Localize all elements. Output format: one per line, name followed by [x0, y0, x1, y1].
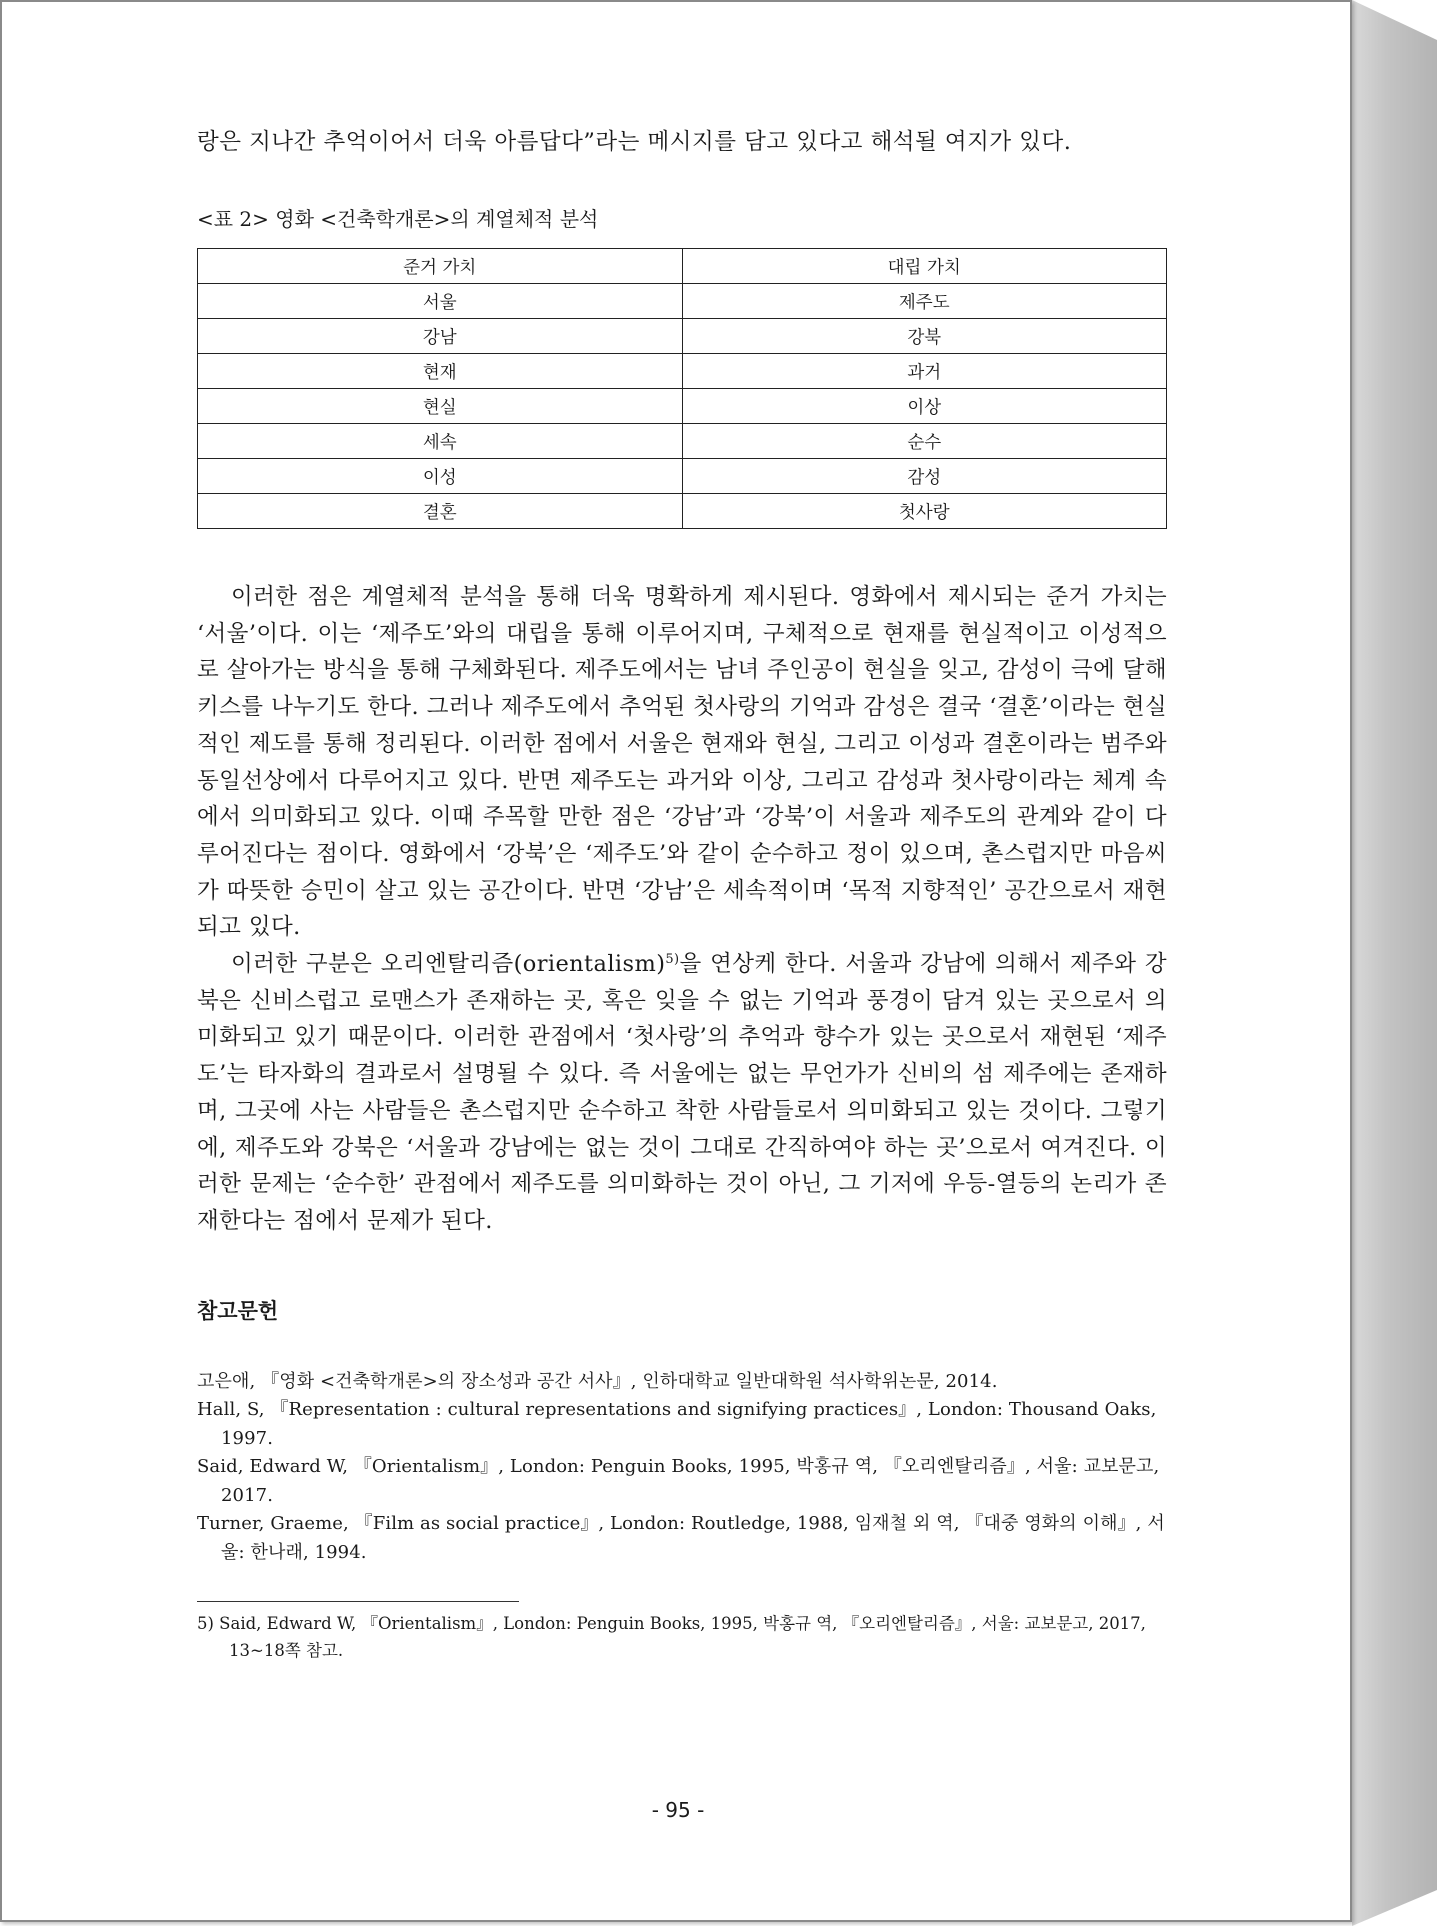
- syntagmatic-analysis-table: [197, 248, 1167, 529]
- table-cell: 과거: [682, 354, 1167, 389]
- table-cell: 이상: [682, 389, 1167, 424]
- table-cell: 강남: [198, 319, 683, 354]
- table-header-row: [198, 249, 1167, 284]
- references-list: [197, 1368, 1167, 1568]
- table-cell: 제주도: [682, 284, 1167, 319]
- page-number: - 95 -: [651, 1798, 705, 1822]
- reference-item: Turner, Graeme, 『Film as social practice』, London: Routledge, 1988, 임재철 외 역, 『대중 영화의 이해』, 서울: 한나래, 1994.: [197, 1513, 1165, 1563]
- header-opposing-value: 대립 가치: [682, 249, 1167, 284]
- page-content: [197, 122, 1167, 1664]
- table-row: [198, 354, 1167, 389]
- table-row: [198, 389, 1167, 424]
- table-cell: 순수: [682, 424, 1167, 459]
- table-cell: 세속: [198, 424, 683, 459]
- footnote-divider: [197, 1601, 519, 1602]
- book-page-edge: [1352, 0, 1437, 1926]
- references-heading: 참고문헌: [197, 1298, 279, 1323]
- footnote-marker[interactable]: 5): [665, 952, 680, 968]
- table-cell: 감성: [682, 459, 1167, 494]
- table-row: [198, 424, 1167, 459]
- header-reference-value: 준거 가치: [198, 249, 683, 284]
- table-cell: 결혼: [198, 494, 683, 529]
- continued-text-line: 랑은 지나간 추억이어서 더욱 아름답다”라는 메시지를 담고 있다고 해석될 여지가 있다.: [197, 129, 1072, 155]
- table-cell: 현재: [198, 354, 683, 389]
- table-row: [198, 319, 1167, 354]
- body-paragraph-1: 이러한 점은 계열체적 분석을 통해 더욱 명확하게 제시된다. 영화에서 제시되는 준거 가치는 ‘서울’이다. 이는 ‘제주도’와의 대립을 통해 이루어지며, 구체적으로 현재를 현실적이고 이성적으로 살아가는 방식을 통해 구체화된다. 제주도에서는 남녀 주인공이 현실을 잊고, 감성이 극에 달해 키스를 나누기도 한다. 그러나 제주도에서 추억된 첫사랑의 기억과 감성은 결국 ‘결혼’이라는 현실적인 제도를 통해 정리된다. 이러한 점에서 서울은 현재와 현실, 그리고 이성과 결혼이라는 범주와 동일선상에서 다루어지고 있다. 반면 제주도는 과거와 이상, 그리고 감성과 첫사랑이라는 체계 속에서 의미화되고 있다. 이때 주목할 만한 점은 ‘강남’과 ‘강북’이 서울과 제주도의 관계와 같이 다루어진다는 점이다. 영화에서 ‘강북’은 ‘제주도’와 같이 순수하고 정이 있으며, 촌스럽지만 마음씨가 따뜻한 승민이 살고 있는 공간이다. 반면 ‘강남’은 세속적이며 ‘목적 지향적인’ 공간으로서 재현되고 있다.: [197, 584, 1167, 941]
- table-row: [198, 459, 1167, 494]
- reference-item: Hall, S, 『Representation : cultural representations and signifying practices』, London: Thousand Oaks, 1997.: [197, 1399, 1157, 1449]
- table-cell: 강북: [682, 319, 1167, 354]
- table-cell: 이성: [198, 459, 683, 494]
- table-caption: <표 2> 영화 <건축학개론>의 계열체적 분석: [197, 207, 599, 231]
- paragraph-2-text-end: 을 연상케 한다. 서울과 강남에 의해서 제주와 강북은 신비스럽고 로맨스가 존재하는 곳, 혹은 잊을 수 없는 기억과 풍경이 담겨 있는 곳으로서 의미화되고 있기 때문이다. 이러한 관점에서 ‘첫사랑’의 추억과 향수가 있는 곳으로서 재현된 ‘제주도’는 타자화의 결과로서 설명될 수 있다. 즉 서울에는 없는 무언가가 신비의 섬 제주에는 존재하며, 그곳에 사는 사람들은 촌스럽지만 순수하고 착한 사람들로서 의미화되고 있는 것이다. 그렇기에, 제주도와 강북은 ‘서울과 강남에는 없는 것이 그대로 간직하여야 하는 곳’으로서 여겨진다. 이러한 문제는 ‘순수한’ 관점에서 제주도를 의미화하는 것이 아닌, 그 기저에 우등-열등의 논리가 존재한다는 점에서 문제가 된다.: [197, 951, 1168, 1234]
- table-cell: 서울: [198, 284, 683, 319]
- footnote: 5) Said, Edward W, 『Orientalism』, London: Penguin Books, 1995, 박홍규 역, 『오리엔탈리즘』, 서울: 교보문고, 2017, 13~18쪽 참고.: [197, 1614, 1146, 1661]
- table-cell: 현실: [198, 389, 683, 424]
- table-cell: 첫사랑: [682, 494, 1167, 529]
- paragraph-2-text-start: 이러한 구분은 오리엔탈리즘(orientalism): [231, 951, 666, 978]
- reference-item: Said, Edward W, 『Orientalism』, London: Penguin Books, 1995, 박홍규 역, 『오리엔탈리즘』, 서울: 교보문고, 2017.: [197, 1456, 1160, 1506]
- table-row: [198, 284, 1167, 319]
- body-paragraph-2: [197, 946, 1167, 1240]
- table-row: [198, 494, 1167, 529]
- reference-item: 고은애, 『영화 <건축학개론>의 장소성과 공간 서사』, 인하대학교 일반대학원 석사학위논문, 2014.: [197, 1370, 998, 1392]
